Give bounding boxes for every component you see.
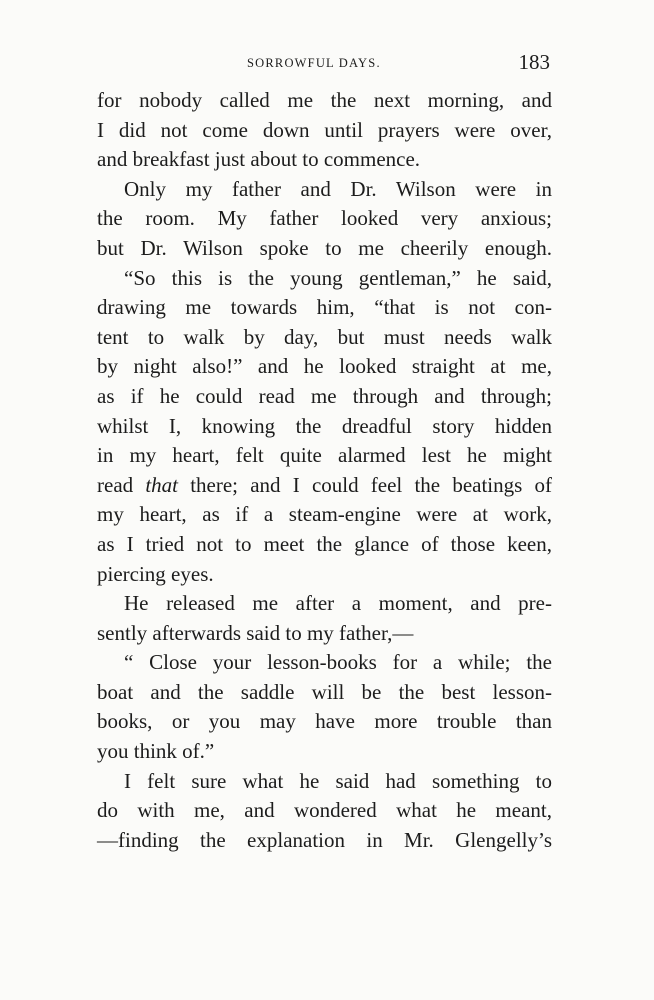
text-line: Only my father and Dr. Wilson were in: [124, 176, 552, 201]
text-line: my heart, as if a steam-engine were at work,: [97, 502, 552, 527]
italic-text: that: [145, 472, 179, 497]
text-line: piercing eyes.: [97, 561, 214, 586]
text-fragment: there; and I could feel the beatings of: [178, 472, 553, 497]
text-line: the room. My father looked very anxious;: [97, 206, 552, 231]
text-line: as if he could read me through and through;: [97, 383, 552, 408]
text-line: in my heart, felt quite alarmed lest he might: [97, 443, 552, 468]
text-line: books, or you may have more trouble than: [97, 709, 552, 734]
body-text: [97, 86, 552, 855]
text-line: “So this is the young gentleman,” he said,: [124, 265, 552, 290]
running-head: SORROWFUL DAYS.: [247, 56, 381, 70]
page-number: 183: [518, 50, 550, 74]
text-line: whilst I, knowing the dreadful story hidden: [97, 413, 552, 438]
text-line: you think of.”: [97, 739, 215, 764]
text-line: —finding the explanation in Mr. Glengelly’s: [97, 827, 552, 852]
text-line: for nobody called me the next morning, and: [97, 88, 552, 112]
text-line: I did not come down until prayers were over,: [97, 117, 552, 142]
text-line: as I tried not to meet the glance of those keen,: [97, 531, 552, 556]
text-line: sently afterwards said to my father,—: [97, 620, 414, 645]
text-line: “ Close your lesson-books for a while; the: [124, 650, 552, 675]
text-line: and breakfast just about to commence.: [97, 147, 421, 172]
page-header: [0, 52, 654, 76]
text-line: [97, 471, 552, 501]
text-fragment: read: [97, 472, 146, 497]
text-line: tent to walk by day, but must needs walk: [97, 324, 552, 349]
text-line: drawing me towards him, “that is not con-: [97, 295, 552, 320]
text-line: but Dr. Wilson spoke to me cheerily enough.: [97, 235, 552, 260]
text-line: do with me, and wondered what he meant,: [97, 798, 552, 823]
text-line: by night also!” and he looked straight at me,: [97, 354, 552, 379]
text-line: He released me after a moment, and pre-: [124, 591, 552, 616]
text-line: I felt sure what he said had something to: [124, 768, 552, 793]
text-line: boat and the saddle will be the best lesson-: [97, 679, 552, 704]
